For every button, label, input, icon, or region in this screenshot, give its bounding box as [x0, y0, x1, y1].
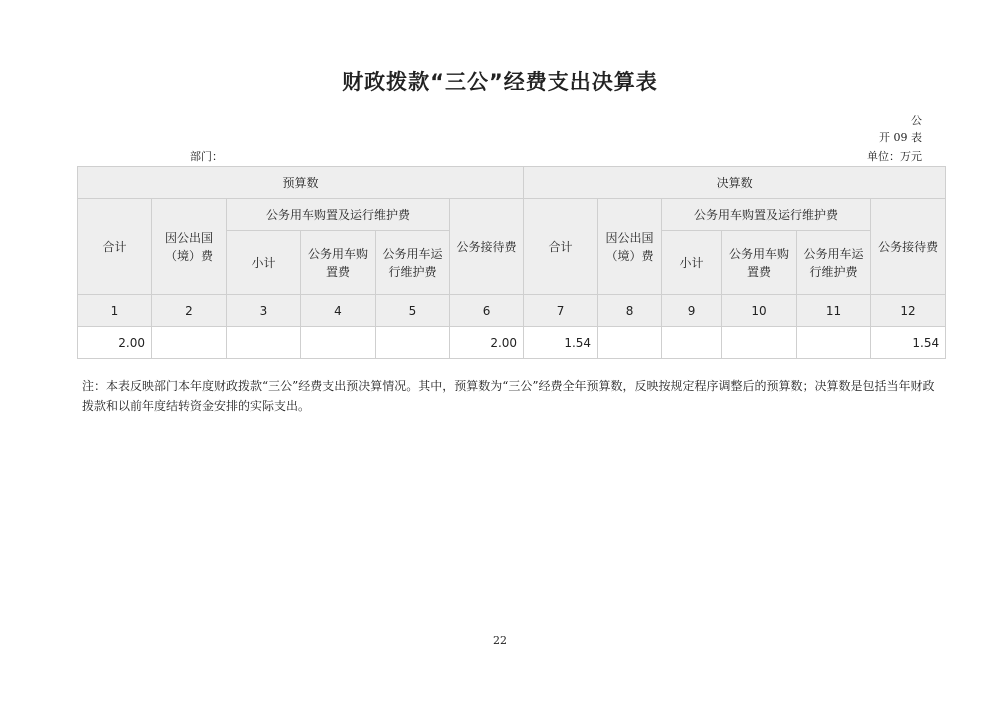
value-cell	[722, 327, 797, 359]
header-budget-vehicle: 公务用车购置及运行维护费	[227, 199, 450, 231]
header-final-total: 合计	[524, 199, 598, 295]
page-title: 财政拨款“三公”经费支出决算表	[342, 70, 658, 94]
department-label: 部门：	[190, 150, 223, 163]
header-budget-abroad: 因公出国（境）费	[152, 199, 227, 295]
page-number: 22	[493, 634, 507, 647]
column-number: 8	[598, 295, 662, 327]
header-budget-total: 合计	[78, 199, 152, 295]
unit-label: 单位：万元	[867, 150, 922, 163]
value-cell	[376, 327, 450, 359]
header-final-purchase: 公务用车购置费	[722, 231, 797, 295]
value-cell	[152, 327, 227, 359]
column-number: 11	[797, 295, 871, 327]
value-cell: 1.54	[871, 327, 946, 359]
value-cell	[598, 327, 662, 359]
header-budget-subtotal: 小计	[227, 231, 301, 295]
column-number: 4	[301, 295, 376, 327]
header-budget-purchase: 公务用车购置费	[301, 231, 376, 295]
table-code-line1: 公	[911, 114, 922, 127]
expenditure-table	[77, 166, 946, 359]
header-final-abroad: 因公出国（境）费	[598, 199, 662, 295]
header-final-operation: 公务用车运行维护费	[797, 231, 871, 295]
value-cell: 2.00	[450, 327, 524, 359]
column-number: 10	[722, 295, 797, 327]
value-cell	[227, 327, 301, 359]
footnote: 注：本表反映部门本年度财政拨款“三公”经费支出预决算情况。其中，预算数为“三公”经费全年预算数，反映按规定程序调整后的预算数；决算数是包括当年财政拨款和以前年度结转资金安排的实际支出。	[82, 379, 935, 413]
header-final-vehicle: 公务用车购置及运行维护费	[662, 199, 871, 231]
column-number: 12	[871, 295, 946, 327]
column-number: 5	[376, 295, 450, 327]
column-number: 9	[662, 295, 722, 327]
value-cell	[797, 327, 871, 359]
value-cell	[662, 327, 722, 359]
value-row	[78, 327, 946, 359]
column-number: 1	[78, 295, 152, 327]
value-cell: 2.00	[78, 327, 152, 359]
header-final-subtotal: 小计	[662, 231, 722, 295]
column-number: 6	[450, 295, 524, 327]
column-number: 7	[524, 295, 598, 327]
header-budget-operation: 公务用车运行维护费	[376, 231, 450, 295]
value-cell	[301, 327, 376, 359]
column-number: 2	[152, 295, 227, 327]
column-number-row	[78, 295, 946, 327]
table-code	[879, 112, 922, 146]
header-final-reception: 公务接待费	[871, 199, 946, 295]
header-final: 决算数	[524, 167, 946, 199]
header-budget-reception: 公务接待费	[450, 199, 524, 295]
column-number: 3	[227, 295, 301, 327]
table-code-line2: 开 09 表	[879, 131, 922, 144]
header-budget: 预算数	[78, 167, 524, 199]
value-cell: 1.54	[524, 327, 598, 359]
